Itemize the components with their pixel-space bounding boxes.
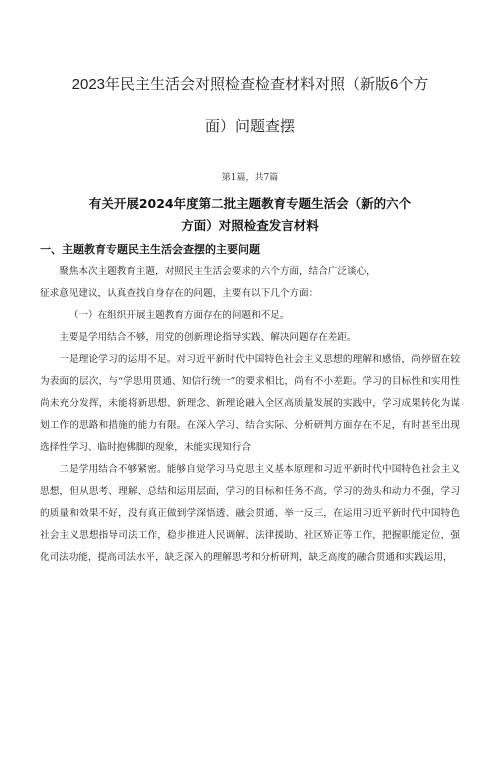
document-page <box>0 64 500 771</box>
document-title-line2: 面）问题查摆 <box>204 118 295 135</box>
body-paragraph: 一是理论学习的运用不足。对习近平新时代中国特色社会主义思想的理解和感悟，尚停留在较为表面的层次，与“学思用贯通、知信行统一”的要求相比，尚有不小差距。学习的目标性和实用性尚未充分发挥，未能将新思想、新理念、新理论融入全区高质量发展的实践中，学习成果转化为谋划工作的思路和措施的能力有限。在深入学习、结合实际、分析研判方面存在不足，有时甚至出现选择性学习、临时抱佛脚的现象，未能实现知行合 <box>40 354 460 453</box>
section-heading: 一、主题教育专题民主生活会查摆的主要问题 <box>40 243 260 256</box>
article-title-line2: 方面）对照检查发言材料 <box>181 218 319 233</box>
body-paragraph: 二是学用结合不够紧密。能够自觉学习马克思主义基本原理和习近平新时代中国特色社会主义思想，但从思考、理解、总结和运用层面，学习的目标和任务不高，学习的劲头和动力不强，学习的质量和效果不好，没有真正做到学深悟透、融会贯通、举一反三，在运用习近平新时代中国特色社会主义思想指导司法工作，稳步推进人民调解、法律援助、社区矫正等工作，把握职能定位，强化司法功能，提高司法水平，缺乏深入的理解思考和分析研判，缺乏高度的融合贯通和实践运用， <box>40 464 460 563</box>
document-title-line1: 2023年民主生活会对照检查检查材料对照（新版6个方 <box>71 76 429 93</box>
body-paragraph: 征求意见建议，认真查找自身存在的问题，主要有以下几个方面： <box>40 288 319 299</box>
subsection-heading: （一）在组织开展主题教育方面存在的问题和不足。 <box>68 310 290 321</box>
body-paragraph: 聚焦本次主题教育主题，对照民主生活会要求的六个方面，结合广泛谈心， <box>59 266 376 277</box>
article-title-line1: 有关开展2024年度第二批主题教育专题生活会（新的六个 <box>88 196 412 211</box>
body-paragraph: 主要是学用结合不够，用党的创新理论指导实践、解决问题存在差距。 <box>59 332 357 343</box>
page-indicator: 第1篇，共7篇 <box>221 173 279 183</box>
